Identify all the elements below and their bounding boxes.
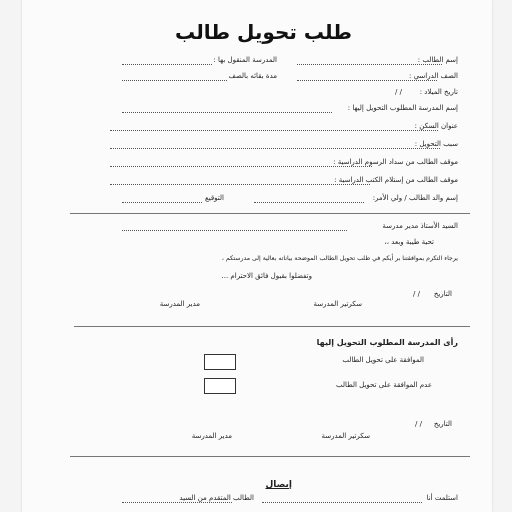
label-transfer-from-school: المدرسة المنقول بها : [213, 56, 277, 64]
letter-date-separators: / / [413, 290, 420, 298]
divider-1 [70, 213, 470, 214]
receipt-heading: إيصال [265, 480, 292, 490]
letter-greeting: تحية طيبة وبعد ،، [384, 238, 434, 246]
receipt-received-from: استلمت أنا [426, 494, 458, 502]
letter-date-label: التاريخ [433, 290, 452, 298]
letter-closing: وتفضلوا بقبول فائق الاحترام ... [221, 272, 312, 280]
field-grade[interactable] [297, 80, 437, 81]
label-grade: الصف الدراسي : [409, 72, 458, 80]
field-reason[interactable] [110, 148, 440, 149]
reject-label: عدم الموافقة على تحويل الطالب [335, 381, 432, 389]
letter-secretary: سكرتير المدرسة [313, 300, 362, 308]
label-guardian-signature: التوقيع [205, 194, 224, 202]
divider-2 [74, 326, 470, 327]
label-books-status: موقف الطالب من إستلام الكتب الدراسية : [334, 176, 458, 184]
label-duration-in-grade: مدة بقائه بالصف [228, 72, 277, 80]
field-books-status[interactable] [110, 184, 370, 185]
field-fees-status[interactable] [110, 166, 372, 167]
label-student-name: إسم الطالب : [417, 56, 458, 64]
label-address: عنوان السكن : [414, 122, 458, 130]
form-title: طلب تحويل طالب [175, 20, 352, 44]
field-addressee-school[interactable] [122, 230, 347, 231]
birth-date-separators: / / [395, 88, 402, 96]
form-page [22, 0, 492, 512]
reject-checkbox[interactable] [204, 378, 236, 394]
field-guardian-signature[interactable] [122, 202, 202, 203]
letter-principal: مدير المدرسة [159, 300, 200, 308]
field-guardian-name[interactable] [254, 202, 364, 203]
opinion-date-separators: / / [415, 420, 422, 428]
field-receipt-name[interactable] [262, 502, 422, 503]
field-duration-in-grade[interactable] [122, 80, 227, 81]
field-target-school[interactable] [122, 112, 332, 113]
field-transfer-from-school[interactable] [122, 64, 212, 65]
letter-addressee: السيد الأستاذ مدير مدرسة [382, 222, 458, 230]
divider-3 [70, 456, 470, 457]
label-guardian-name: إسم والد الطالب / ولي الأمر: [372, 194, 458, 202]
receipt-submitter: الطالب المتقدم من السيد [179, 494, 254, 502]
approve-checkbox[interactable] [204, 354, 236, 370]
opinion-heading: رأى المدرسة المطلوب التحويل إليها [316, 338, 458, 347]
field-student-name[interactable] [297, 64, 442, 65]
field-receipt-submitter[interactable] [122, 502, 232, 503]
letter-body: يرجاء التكرم بموافقتنا بر أيكم في طلب تحويل الطالب الموضحة بياناته بعالية إلى مدرستكم ، [221, 255, 458, 262]
label-reason: سبب التحويل : [414, 140, 458, 148]
opinion-secretary: سكرتير المدرسة [321, 432, 370, 440]
opinion-principal: مدير المدرسة [191, 432, 232, 440]
label-target-school: إسم المدرسة المطلوب التحويل إليها : [347, 104, 458, 112]
label-birth-date: تاريخ الميلاد : [419, 88, 458, 96]
field-address[interactable] [110, 130, 438, 131]
label-fees-status: موقف الطالب من سداد الرسوم الدراسية : [333, 158, 458, 166]
approve-label: الموافقة على تحويل الطالب [342, 356, 424, 364]
opinion-date-label: التاريخ [433, 420, 452, 428]
